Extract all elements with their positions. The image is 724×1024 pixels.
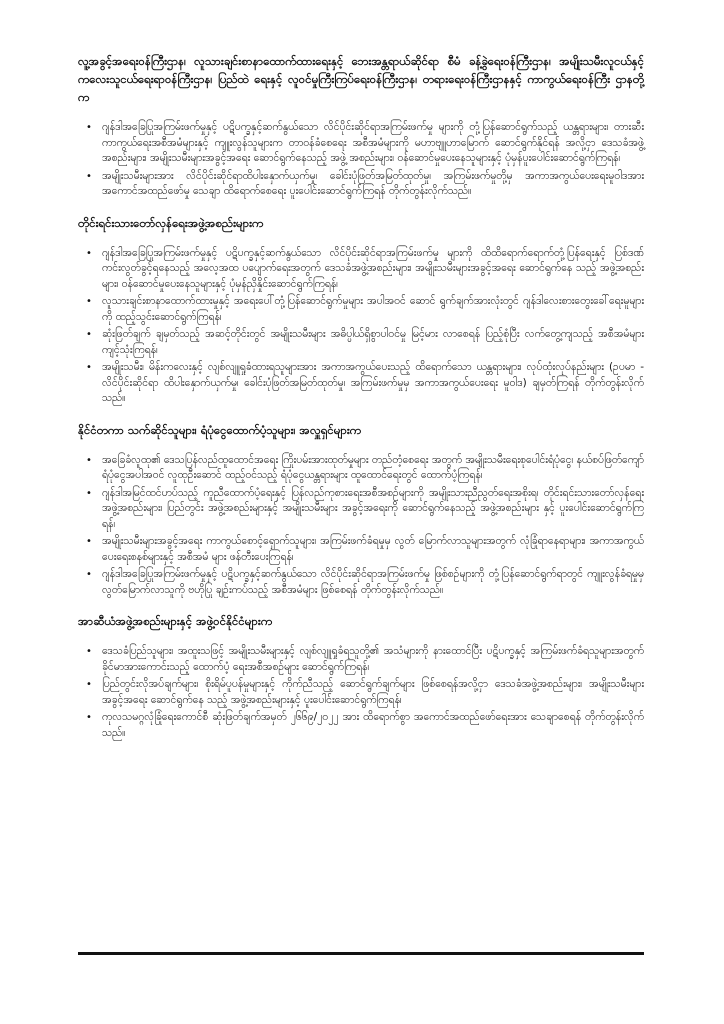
section-international-donors	[78, 421, 644, 599]
section-heading: နိုင်ငံတကာ သက်ဆိုင်သူများ၊ ရံပုံငွေထောက်ပံ့သူများ၊ အလှူရှင်များက	[78, 422, 362, 437]
bullet-list	[78, 246, 644, 407]
bullet-icon: •	[86, 362, 92, 373]
section-ethnic-organizations	[78, 214, 644, 407]
list-item-text: အမျိုးသမီး၊ မိန်းကလေးနှင့် လျစ်လျူရှုခံထားရသူများအား အကာအကွယ်ပေးသည့် ထိရောက်သော ယန္တရားများ၊ လုပ်ထုံးလုပ်နည်းများ (ဥပမာ - လိင်ပိုင်းဆိုင်ရာ ထိပါးနှောက်ယှက်မှု၊ ခေါင်းပုံဖြတ်အမြတ်ထုတ်မှု၊ အကြမ်းဖက်မှုမှ အကာအကွယ်ပေးရေး မူဝါဒ) ချမှတ်ကြရန် တိုက်တွန်းလိုက်သည်။	[102, 361, 644, 404]
list-item-text: ပြည်တွင်းလိုအပ်ချက်များ၊ စိုးရိမ်ပူပန်မှုများနှင့် ကိုက်ညီသည့် ဆောင်ရွက်ချက်များ ဖြစ်စေရန်အလို့ငှာ ဒေသခံအဖွဲ့အစည်းများ၊ အမျိုးသမီးများအခွင့်အရေး ဆောင်ရွက်နေ သည့် အဖွဲ့အစည်းများနှင့် ပူးပေါင်းဆောင်ရွက်ကြရန်၊	[102, 678, 644, 706]
document-body	[78, 52, 644, 755]
list-item-text: လူသားချင်းစာနာထောက်ထားမှုနှင့် အရေးပေါ်တုံ့ပြန်ဆောင်ရွက်မှုများ အပါအဝင် ဆောင် ရွက်ချက်အားလုံးတွင် ဂျန်ဒါလေးစားတွေးခေါ်ရေးမူများကို ထည့်သွင်းဆောင်ရွက်ကြရန်၊	[102, 295, 644, 323]
list-item-text: အမျိုးသမီးများအား လိင်ပိုင်းဆိုင်ရာထိပါးနှောက်ယှက်မှု၊ ခေါင်းပုံဖြတ်အမြတ်ထုတ်မှု၊ အကြမ်းဖက်မှုတို့မှ အကာအကွယ်ပေးရေးမူဝါဒအား အကောင်အထည်ဖော်မှု သေချာ ထိရောက်စေရေး ပူးပေါင်းဆောင်ရွက်ကြရန် တိုက်တွန်းလိုက်သည်။	[102, 169, 644, 197]
list-item	[86, 453, 644, 484]
list-item-text: ဆုံးဖြတ်ချက် ချမှတ်သည့် အဆင့်တိုင်းတွင် အမျိုးသမီးများ အဓိပ္ပါယ်ရှိစွာပါဝင်မှု မြင့်မား လာစေရန် ပြည့်စုံပြီး လက်တွေ့ကျသည့် အစီအမံများ ကျင့်သုံးကြရန်၊	[102, 328, 644, 356]
bullet-icon: •	[86, 712, 92, 723]
list-item	[86, 169, 644, 200]
list-item	[86, 710, 644, 741]
bullet-icon: •	[86, 487, 92, 499]
bullet-icon: •	[86, 679, 92, 690]
section-ministries	[78, 52, 644, 200]
list-item-text: အမျိုးသမီးများအခွင့်အရေး ကာကွယ်စောင့်ရှောက်သူများ၊ အကြမ်းဖက်ခံရမှုမှ လွတ် မြောက်လာသူများအတွက် လုံခြုံရာနေရာများ၊ အကာအကွယ်ပေးရေးစနစ်များနှင့် အစီအမံ များ ဖန်တီးပေးကြရန်၊	[102, 535, 644, 563]
list-item	[86, 644, 644, 675]
bullet-icon: •	[86, 646, 92, 657]
bullet-list	[78, 644, 644, 741]
list-item	[86, 534, 644, 565]
list-item-text: အခြေခံလူထု၏ ဒေသပြန်လည်ထူထောင်အရေး ကြိုးပမ်းအားထုတ်မှုများ တည်တံ့စေရေး အတွက် အမျိုးသမီးရေးစုပေါင်းရံပုံငွေ၊ နယ်စပ်ဖြတ်ကျော်ရံပုံငွေအပါအဝင် လူထုဦးဆောင် ထည့်ဝင်သည့် ရံပုံငွေယန္တရားများ ထူထောင်ရေးတွင် ထောက်ပံ့ကြရန်၊	[102, 453, 644, 481]
list-item	[86, 677, 644, 708]
bullet-icon: •	[86, 329, 92, 340]
bottom-divider	[78, 952, 644, 955]
bullet-icon: •	[86, 122, 92, 133]
list-item	[86, 327, 644, 358]
section-heading: တိုင်းရင်းသားတော်လှန်ရေးအဖွဲ့အစည်းများက	[78, 215, 264, 230]
bullet-list	[78, 120, 644, 200]
list-item	[86, 120, 644, 167]
bullet-icon: •	[86, 247, 92, 259]
bullet-icon: •	[86, 170, 92, 182]
section-heading: အာဆီယံအဖွဲ့အစည်းများနှင့် အဖွဲ့ဝင်နိုင်ငံများက	[78, 614, 273, 628]
section-asean	[78, 612, 644, 741]
bullet-icon: •	[86, 296, 92, 307]
bullet-icon: •	[86, 536, 92, 547]
bullet-list	[78, 453, 644, 599]
list-item-text: ဂျန်ဒါအမြင်ထင်ဟပ်သည့် ကူညီထောက်ပံ့ရေးနှင့် ပြန်လည်ကုစားရေးအစီအစဉ်များကို အမျိုးသားညီညွတ်ရေးအစိုးရ၊ တိုင်းရင်းသားတော်လှန်ရေးအဖွဲ့အစည်းများ၊ ပြည်တွင်း အဖွဲ့အစည်းများနှင့် အမျိုးသမီးများ အခွင့်အရေးကို ဆောင်ရွက်နေသည့် အဖွဲ့အစည်းများ နှင့် ပူးပေါင်းဆောင်ရွက်ကြရန်၊	[102, 486, 644, 530]
list-item-text: ဂျန်ဒါအခြေပြုအကြမ်းဖက်မှုနှင့် ပဋိပက္ခနှင့်ဆက်နွယ်သော လိင်ပိုင်းဆိုင်ရာအကြမ်းဖက်မှု များကို တုံ့ပြန်ဆောင်ရွက်သည့် ယန္တရားများ၊ တားဆီးကာကွယ်ရေးအစီအမံများနှင့် ကျူးလွန်သူများက တာဝန်ခံစေရေး အစီအမံများကို မဟာဗျူဟာမြောက် ဆောင်ရွက်နိုင်ရန် အလို့ငှာ ဒေသခံအဖွဲ့အစည်းများ၊ အမျိုးသမီးများအခွင့်အရေး ဆောင်ရွက်နေသည့် အဖွဲ့ အစည်းများ၊ ဝန်ဆောင်မှုပေးနေသူများနှင့် ပုံမှန်ပူးပေါင်းဆောင်ရွက်ကြရန်၊	[102, 121, 644, 164]
list-item-text: ဒေသခံပြည်သူများ၊ အထူးသဖြင့် အမျိုးသမီးများနှင့် လျစ်လျူရှုခံရသူတို့၏ အသံများကို နားထောင်ပြီး ပဋိပက္ခနှင့် အကြမ်းဖက်ခံရသူများအတွက် ခိုင်မာအားကောင်းသည့် ထောက်ပံ့ ရေးအစီအစဉ်များ ဆောင်ရွက်ကြရန်၊	[102, 645, 644, 673]
bullet-icon: •	[86, 569, 92, 580]
list-item	[86, 246, 644, 293]
list-item	[86, 294, 644, 325]
section-heading: လူ့အခွင့်အရေးဝန်ကြီးဌာန၊ လူသားချင်းစာနာထောက်ထားရေးနှင့် ဘေးအန္တရာယ်ဆိုင်ရာ စီမံ ခန့်ခွဲရေးဝန်ကြီးဌာန၊ အမျိုးသမီးလူငယ်နှင့် ကလေးသူငယ်ရေးရာဝန်ကြီးဌာန၊ ပြည်ထဲ ရေးနှင့် လူဝင်မှုကြီးကြပ်ရေးဝန်ကြီးဌာန၊ တရားရေးဝန်ကြီးဌာနနှင့် ကာကွယ်ရေးဝန်ကြီး ဌာနတို့က	[78, 54, 644, 104]
list-item-text: ဂျန်ဒါအခြေပြုအကြမ်းဖက်မှုနှင့် ပဋိပက္ခနှင့်ဆက်နွယ်သော လိင်ပိုင်းဆိုင်ရာအကြမ်းဖက်မှု ဖြစ်စဉ်များကို တုံ့ပြန်ဆောင်ရွက်ရာတွင် ကျူးလွန်ခံရမှုမှ လွတ်မြောက်လာသူကို ဗဟိုပြု ချဉ်းကပ်သည့် အစီအမံများ ဖြစ်စေရန် တိုက်တွန်းလိုက်သည်။	[102, 568, 644, 596]
list-item-text: ကုလသမဂ္ဂလုံခြုံရေးကောင်စီ ဆုံးဖြတ်ချက်အမှတ် ၂၆၆၉/၂၀၂၂ အား ထိရောက်စွာ အကောင်အထည်ဖော်ရေးအား သေချာစေရန် တိုက်တွန်းလိုက်သည်။	[102, 711, 644, 739]
bullet-icon: •	[86, 454, 92, 466]
list-item	[86, 486, 644, 533]
list-item	[86, 360, 644, 407]
list-item	[86, 567, 644, 598]
list-item-text: ဂျန်ဒါအခြေပြုအကြမ်းဖက်မှုနှင့် ပဋိပက္ခနှင့်ဆက်နွယ်သော လိင်ပိုင်းဆိုင်ရာအကြမ်းဖက်မှု များကို ထိထိရောက်ရောက်တုံ့ပြန်ရေးနှင့် ပြစ်ဒဏ်ကင်းလွတ်ခွင့်ရနေသည့် အလေ့အထ ပပျောက်ရေးအတွက် ဒေသခံအဖွဲ့အစည်းများ၊ အမျိုးသမီးများအခွင့်အရေး ဆောင်ရွက်နေ သည့် အဖွဲ့အစည်းများ၊ ဝန်ဆောင်မှုပေးနေသူများနှင့် ပုံမှန်ညှိနှိုင်းဆောင်ရွက်ကြရန်၊	[102, 246, 644, 290]
